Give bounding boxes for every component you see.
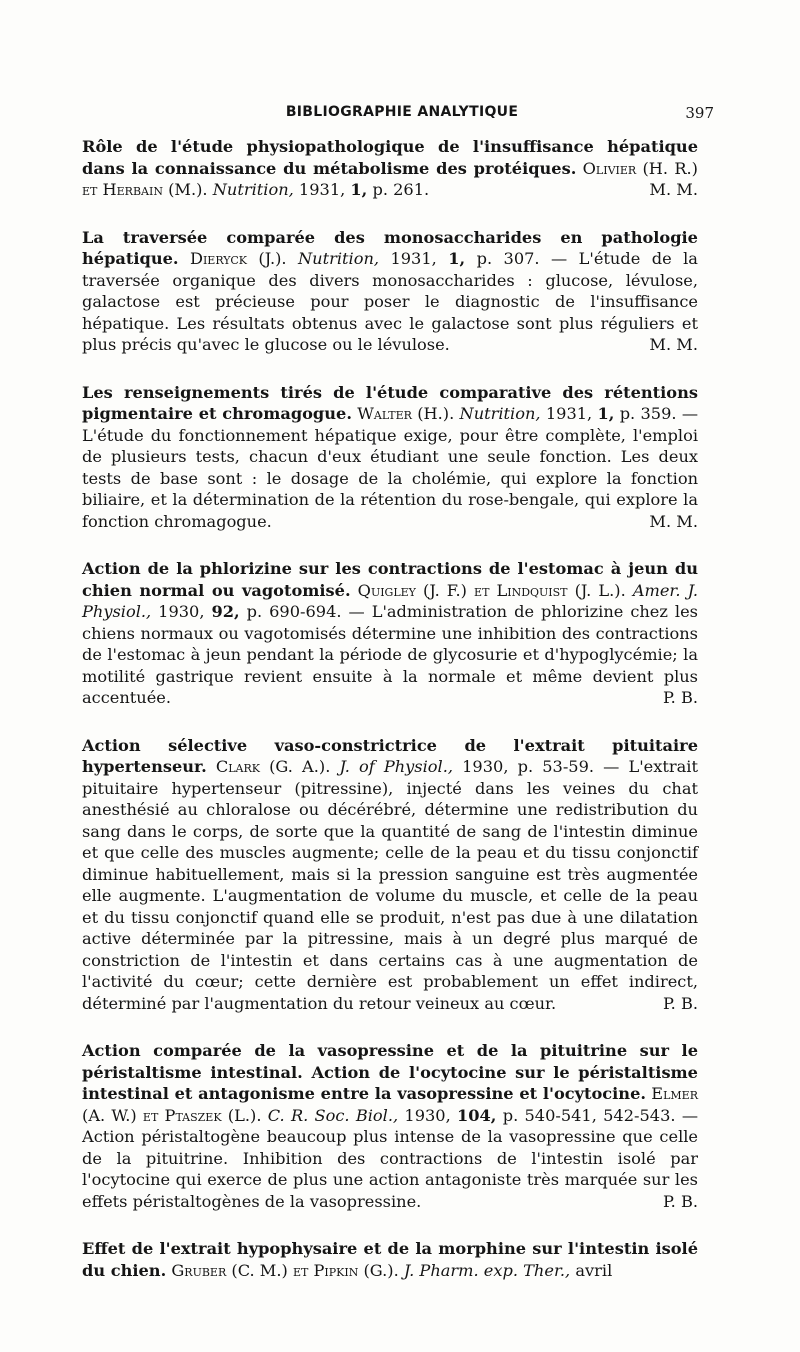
entry-authors: Quigley (J. F.) et Lindquist (J. L.).: [357, 580, 626, 600]
entry-pages: p. 540-541, 542-543.: [502, 1105, 676, 1125]
reviewer-initials: P. B.: [663, 688, 698, 707]
entry-authors: Walter (H.).: [357, 404, 455, 423]
entry-journal: Nutrition,: [212, 180, 294, 199]
entry-title: Action sélective vaso-constrictrice de l'extrait pituitaire hypertenseur.: [82, 735, 698, 776]
entry-journal: J. of Physiol.,: [339, 757, 453, 776]
entry-abstract: — L'extrait pituitaire hypertenseur (pitressine), injecté dans les veines du chat anesthésié au chloralose ou décérébré, détermine une redistribution du sang dans le corps, de sorte que la quantité de sang de l'intestin diminue et que celle des muscles augmente; celle de la peau et du tissu conjonctif diminue habituellement, mais si la pression sanguine est très augmentée elle augmente. L'augmentation de volume du muscle, et celle de la peau et du tissu conjonctif quand elle se produit, n'est pas due à une dilatation active déterminée par la pitressine, mais à un degré plus marqué de constriction de l'intestin et dans certains cas à une augmentation de l'activité du cœur; cette dernière est probablement un effet indirect, déterminé par l'augmentation du retour veineux au cœur.: [82, 757, 698, 1013]
entry-journal: Amer. J. Physiol.,: [82, 580, 698, 621]
entry-title: Effet de l'extrait hypophysaire et de la morphine sur l'intestin isolé du chien.: [82, 1239, 698, 1280]
entry-journal: Nutrition,: [298, 249, 380, 268]
entry-year: avril: [575, 1260, 613, 1280]
entry-pages: p. 53-59.: [517, 757, 595, 776]
entry-abstract: — L'étude de la traversée organique des divers monosaccharides : glucose, lévulose, galactose est précieuse pour poser le diagnostic de l'insuffisance hépatique. Les résultats obtenus avec le galactose sont plus réguliers et plus précis qu'avec le glucose ou le lévulose.: [82, 249, 698, 354]
entry-title: Les renseignements tirés de l'étude comparative des rétentions pigmentaire et chromagogue.: [82, 382, 698, 423]
entry-year: 1930,: [404, 1105, 451, 1125]
running-head: [82, 104, 722, 128]
entry-title: La traversée comparée des monosaccharides en pathologie hépatique.: [82, 227, 698, 268]
entry-volume: 104,: [457, 1105, 497, 1125]
entry-authors: Gruber (C. M.) et Pipkin (G.).: [171, 1260, 399, 1280]
entry-abstract: — Action péristaltogène beaucoup plus intense de la vasopressine que celle de la pituitrine. Inhibition des contractions de l'intestin isolé par l'ocytocine qui exerce de plus une action antagoniste très marquée sur les effets péristaltogènes de la vasopressine.: [82, 1105, 698, 1211]
header-title: BIBLIOGRAPHIE ANALYTIQUE: [285, 104, 519, 120]
entry-year: 1930,: [158, 602, 205, 621]
reviewer-initials: M. M.: [649, 335, 698, 354]
entry-journal: Nutrition,: [459, 404, 541, 423]
entry-volume: 1,: [448, 249, 466, 268]
entry-authors: Clark (G. A.).: [215, 757, 331, 776]
reviewer-initials: P. B.: [663, 993, 698, 1013]
entry-abstract: — L'étude du fonctionnement hépatique exige, pour être complète, l'emploi de plusieurs tests, chacun d'eux étudiant une seule fonction. Les deux tests de base sont : le dosage de la cholémie, qui explore la fonction biliaire, et la détermination de la rétention du rose-bengale, qui explore la fonction chromagogue.: [82, 404, 699, 531]
entry-authors: Olivier (H. R.) et Herbain (M.).: [82, 158, 698, 199]
entry-volume: 1,: [350, 180, 368, 199]
entry-authors: Elmer (A. W.) et Ptaszek (L.).: [82, 1084, 698, 1125]
entry-pages: p. 261.: [372, 180, 430, 199]
entry-title: Action de la phlorizine sur les contractions de l'estomac à jeun du chien normal ou vagotomisé.: [82, 559, 698, 600]
page-number: 397: [685, 104, 714, 122]
bibliography-entry: [82, 558, 698, 709]
bibliography-entry: [82, 382, 698, 533]
entry-year: 1931,: [545, 404, 593, 423]
bibliography-entry: [82, 136, 698, 201]
bibliography-entry: [82, 1238, 698, 1281]
entry-title: Rôle de l'étude physiopathologique de l'insuffisance hépatique dans la connaissance du métabolisme des protéiques.: [82, 137, 698, 178]
entry-journal: C. R. Soc. Biol.,: [267, 1105, 399, 1125]
entry-volume: 1,: [597, 404, 615, 423]
bibliography-content: [82, 136, 698, 1307]
entry-pages: p. 359.: [619, 404, 677, 423]
entry-abstract: — L'administration de phlorizine chez les chiens normaux ou vagotomisés détermine une inhibition des contractions de l'estomac à jeun pendant la période de glycosurie et d'hypoglycémie; la motilité gastrique revient ensuite à la normale et même devient plus accentuée.: [82, 602, 698, 707]
bibliography-entry: [82, 1040, 698, 1212]
entry-journal: J. Pharm. exp. Ther.,: [403, 1260, 571, 1280]
reviewer-initials: P. B.: [663, 1191, 698, 1211]
entry-year: 1931,: [390, 249, 437, 268]
bibliography-entry: [82, 735, 698, 1015]
entry-year: 1930,: [462, 757, 509, 776]
entry-volume: 92,: [211, 602, 240, 621]
entry-authors: Dieryck (J.).: [189, 249, 287, 268]
reviewer-initials: M. M.: [649, 511, 698, 531]
entry-pages: p. 307.: [476, 249, 540, 268]
entry-title: Action comparée de la vasopressine et de la pituitrine sur le péristaltisme intestinal. Action de l'ocytocine sur le péristaltisme intestinal et antagonisme entre la vasopressine et l'ocytocine.: [82, 1041, 698, 1103]
entry-pages: p. 690-694.: [246, 602, 342, 621]
entry-year: 1931,: [298, 180, 346, 199]
bibliography-entry: [82, 227, 698, 356]
reviewer-initials: M. M.: [649, 180, 698, 199]
